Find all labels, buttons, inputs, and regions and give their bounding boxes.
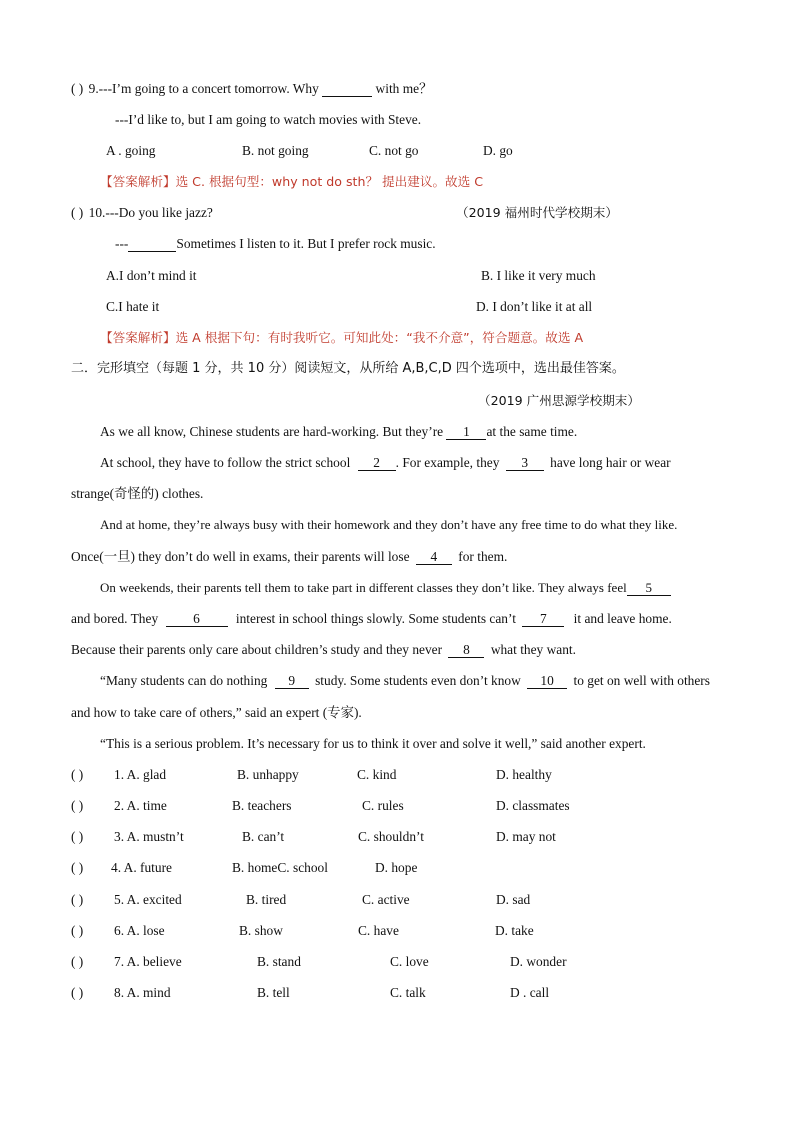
cloze-option-b: B. tired (246, 892, 287, 907)
cloze-option-d: D. hope (375, 860, 418, 875)
cloze-blank-7: 7 (522, 611, 564, 627)
answer-paren[interactable]: ( ) (71, 985, 84, 1000)
q9-option-b: B. not going (242, 143, 309, 158)
cloze-blank-2: 2 (358, 455, 396, 471)
q10-answer (100, 329, 583, 347)
q9-stem: 9.---I’m going to a concert tomorrow. Why (88, 81, 319, 96)
cloze-option-b: B. unhappy (237, 767, 299, 782)
cloze-blank-3: 3 (506, 455, 544, 471)
passage-line: “Many students can do nothing 9 study. Some students even don’t know 10 to get on well with others (100, 673, 710, 688)
answer-explanation: 选 C. 根据句型：why not do sth？ 提出建议。故选 C (175, 174, 484, 189)
answer-paren[interactable]: ( ) (71, 829, 84, 844)
cloze-option-b: B. show (239, 923, 283, 938)
q10-option-c: C.I hate it (106, 299, 160, 314)
cloze-option-b: B. can’t (242, 829, 285, 844)
cloze-option-c: C. love (390, 954, 429, 969)
cloze-option-c: C. have (358, 923, 399, 938)
answer-paren[interactable]: ( ) (71, 892, 84, 907)
cloze-option-a: 4. A. future (111, 860, 172, 875)
passage-line: and how to take care of others,” said an expert (专家). (71, 705, 362, 720)
passage-line: At school, they have to follow the strict school 2 . For example, they 3 have long hair or wear (100, 455, 671, 470)
cloze-option-a: 7. A. believe (114, 954, 182, 969)
passage-line: And at home, they’re always busy with their homework and they don’t have any free time to do what they like. (100, 517, 678, 532)
passage-line: strange(奇怪的) clothes. (71, 486, 204, 501)
q10-stem: 10.---Do you like jazz? (88, 205, 213, 220)
answer-paren[interactable]: ( ) (71, 860, 84, 875)
q10-source: （2019 福州时代学校期末） (456, 205, 618, 220)
section-source: （2019 广州思源学校期末） (478, 393, 640, 408)
cloze-blank-8: 8 (448, 642, 484, 658)
cloze-option-d: D. classmates (496, 798, 570, 813)
cloze-option-b: B. homeC. school (232, 860, 328, 875)
cloze-option-d: D. healthy (496, 767, 552, 782)
cloze-blank-10: 10 (527, 673, 567, 689)
cloze-blank-9: 9 (275, 673, 309, 689)
q9-stem-end: with me？ (375, 81, 433, 96)
q9-option-d: D. go (483, 143, 513, 158)
q9-blank (322, 81, 372, 97)
cloze-blank-5: 5 (627, 580, 671, 596)
q9-answer (100, 173, 483, 191)
cloze-option-c: C. rules (362, 798, 404, 813)
passage-line: On weekends, their parents tell them to take part in different classes they don’t like. They always feel 5 (100, 579, 671, 597)
passage-line: “This is a serious problem. It’s necessary for us to think it over and solve it well,” said another expert. (100, 736, 646, 751)
cloze-option-a: 5. A. excited (114, 892, 182, 907)
q9-reply: ---I’d like to, but I am going to watch movies with Steve. (115, 112, 422, 127)
cloze-option-c: C. talk (390, 985, 426, 1000)
answer-explanation: 选 A 根据下句：有时我听它。可知此处：“我不介意”，符合题意。故选 A (175, 330, 584, 345)
answer-tag: 【答案解析】 (100, 330, 176, 345)
cloze-option-d: D. take (495, 923, 534, 938)
cloze-option-a: 3. A. mustn’t (114, 829, 184, 844)
cloze-option-a: 2. A. time (114, 798, 167, 813)
q10-option-b: B. I like it very much (481, 268, 596, 283)
passage-line: and bored. They 6 interest in school things slowly. Some students can’t 7 it and leave home. (71, 611, 672, 626)
cloze-blank-4: 4 (416, 549, 452, 565)
cloze-option-b: B. stand (257, 954, 301, 969)
cloze-blank-1: 1 (446, 424, 486, 440)
answer-paren[interactable]: ( ) (71, 81, 84, 96)
cloze-option-c: C. active (362, 892, 410, 907)
passage-line: Because their parents only care about children’s study and they never 8 what they want. (71, 642, 576, 657)
cloze-option-d: D . call (510, 985, 550, 1000)
cloze-option-a: 8. A. mind (114, 985, 171, 1000)
answer-paren[interactable]: ( ) (71, 205, 84, 220)
q9-option-c: C. not go (369, 143, 419, 158)
cloze-option-d: D. may not (496, 829, 556, 844)
q10-reply: --- Sometimes I listen to it. But I prefer rock music. (115, 236, 436, 251)
q10-blank (128, 236, 176, 252)
answer-paren[interactable]: ( ) (71, 923, 84, 938)
cloze-option-c: C. shouldn’t (358, 829, 424, 844)
q10-option-d: D. I don’t like it at all (476, 299, 593, 314)
q9-row (71, 80, 432, 98)
cloze-option-a: 6. A. lose (114, 923, 165, 938)
section-heading: 二．完形填空（每题 1 分，共 10 分）阅读短文，从所给 A,B,C,D 四个选项中，选出最佳答案。 (71, 361, 625, 376)
q10-row (71, 204, 213, 222)
cloze-option-b: B. teachers (232, 798, 292, 813)
cloze-option-a: 1. A. glad (114, 767, 167, 782)
passage-line: Once(一旦) they don’t do well in exams, their parents will lose 4 for them. (71, 549, 508, 564)
cloze-option-d: D. wonder (510, 954, 567, 969)
passage-line: As we all know, Chinese students are hard-working. But they’re 1 at the same time. (100, 424, 578, 439)
cloze-option-b: B. tell (257, 985, 290, 1000)
q10-option-a: A.I don’t mind it (106, 268, 197, 283)
q9-option-a: A . going (106, 143, 156, 158)
cloze-blank-6: 6 (166, 611, 228, 627)
answer-paren[interactable]: ( ) (71, 798, 84, 813)
cloze-option-c: C. kind (357, 767, 397, 782)
answer-paren[interactable]: ( ) (71, 954, 84, 969)
answer-tag: 【答案解析】 (100, 174, 176, 189)
cloze-option-d: D. sad (496, 892, 531, 907)
answer-paren[interactable]: ( ) (71, 767, 84, 782)
